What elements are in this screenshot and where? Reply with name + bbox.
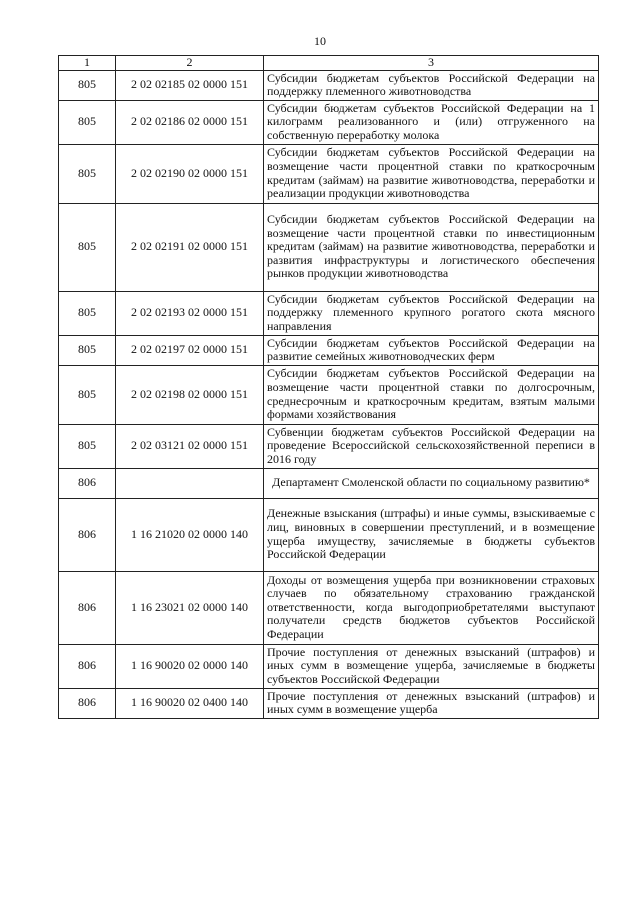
budget-classification-code-cell: 2 02 02193 02 0000 151: [116, 291, 264, 335]
admin-code-cell: 805: [59, 70, 116, 100]
admin-code-cell: 805: [59, 203, 116, 291]
page-number: 10: [314, 34, 326, 48]
column-header-3: 3: [264, 56, 599, 71]
revenue-description-cell: Прочие поступления от денежных взысканий (штрафов) и иных сумм в возмещение ущерба: [264, 688, 599, 718]
table-row: [59, 335, 599, 365]
column-header-1: 1: [59, 56, 116, 71]
budget-classification-code-cell: 2 02 02185 02 0000 151: [116, 70, 264, 100]
department-name-cell: Департамент Смоленской области по социальному развитию*: [264, 468, 599, 498]
budget-classification-code-cell: 2 02 03121 02 0000 151: [116, 424, 264, 468]
revenue-description-cell: Доходы от возмещения ущерба при возникновении страховых случаев по обязательному страхованию гражданской ответственности, когда выгодоприобретателями выступают получатели средств бюджетов субъектов Российской Федерации: [264, 571, 599, 644]
budget-classification-code-cell: 1 16 90020 02 0000 140: [116, 644, 264, 688]
table-row: [59, 688, 599, 718]
revenue-description-cell: Субвенции бюджетам субъектов Российской Федерации на проведение Всероссийской сельскохозяйственной переписи в 2016 году: [264, 424, 599, 468]
admin-code-cell: 805: [59, 100, 116, 144]
table-row: [59, 365, 599, 424]
table-row: [59, 70, 599, 100]
revenue-description-cell: Денежные взыскания (штрафы) и иные суммы, взыскиваемые с лиц, виновных в совершении преступлений, и в возмещение ущерба имуществу, зачисляемые в бюджеты субъектов Российской Федерации: [264, 498, 599, 571]
table-row: [59, 498, 599, 571]
admin-code-cell: 805: [59, 335, 116, 365]
admin-code-cell: 806: [59, 498, 116, 571]
revenue-description-cell: Субсидии бюджетам субъектов Российской Федерации на возмещение части процентной ставки по инвестиционным кредитам (займам) на развитие животноводства, переработки и развития инфраструктуры и логистического обеспечения рынков продукции животноводства: [264, 203, 599, 291]
table-row: [59, 144, 599, 203]
column-header-2: 2: [116, 56, 264, 71]
budget-classification-code-cell: 2 02 02197 02 0000 151: [116, 335, 264, 365]
admin-code-cell: 805: [59, 291, 116, 335]
budget-classification-code-cell: 2 02 02198 02 0000 151: [116, 365, 264, 424]
admin-code-cell: 805: [59, 424, 116, 468]
table-header-row: [59, 56, 599, 71]
revenue-description-cell: Прочие поступления от денежных взысканий (штрафов) и иных сумм в возмещение ущерба, зачисляемые в бюджеты субъектов Российской Федерации: [264, 644, 599, 688]
budget-classification-code-cell: 1 16 21020 02 0000 140: [116, 498, 264, 571]
table-row: [59, 100, 599, 144]
revenue-description-cell: Субсидии бюджетам субъектов Российской Федерации на 1 килограмм реализованного и (или) отгруженного на собственную переработку молока: [264, 100, 599, 144]
admin-code-cell: 806: [59, 468, 116, 498]
revenue-description-cell: Субсидии бюджетам субъектов Российской Федерации на поддержку племенного животноводства: [264, 70, 599, 100]
admin-code-cell: 806: [59, 644, 116, 688]
revenue-description-cell: Субсидии бюджетам субъектов Российской Федерации на поддержку племенного крупного рогатого скота мясного направления: [264, 291, 599, 335]
revenue-description-cell: Субсидии бюджетам субъектов Российской Федерации на возмещение части процентной ставки по краткосрочным кредитам (займам) на развитие животноводства, переработки и реализации продукции животноводства: [264, 144, 599, 203]
department-row: [59, 468, 599, 498]
table-row: [59, 571, 599, 644]
budget-classification-code-cell: 1 16 23021 02 0000 140: [116, 571, 264, 644]
table-row: [59, 291, 599, 335]
budget-classification-code-cell: [116, 468, 264, 498]
admin-code-cell: 806: [59, 571, 116, 644]
admin-code-cell: 806: [59, 688, 116, 718]
table-row: [59, 644, 599, 688]
table-row: [59, 424, 599, 468]
budget-classification-code-cell: 2 02 02191 02 0000 151: [116, 203, 264, 291]
table-row: [59, 203, 599, 291]
revenue-description-cell: Субсидии бюджетам субъектов Российской Федерации на возмещение части процентной ставки по долгосрочным, среднесрочным и краткосрочным кредитам, взятым малыми формами хозяйствования: [264, 365, 599, 424]
budget-classification-code-cell: 2 02 02186 02 0000 151: [116, 100, 264, 144]
budget-revenue-table: [58, 55, 599, 719]
budget-classification-code-cell: 2 02 02190 02 0000 151: [116, 144, 264, 203]
budget-classification-code-cell: 1 16 90020 02 0400 140: [116, 688, 264, 718]
admin-code-cell: 805: [59, 144, 116, 203]
admin-code-cell: 805: [59, 365, 116, 424]
revenue-description-cell: Субсидии бюджетам субъектов Российской Федерации на развитие семейных животноводческих ферм: [264, 335, 599, 365]
